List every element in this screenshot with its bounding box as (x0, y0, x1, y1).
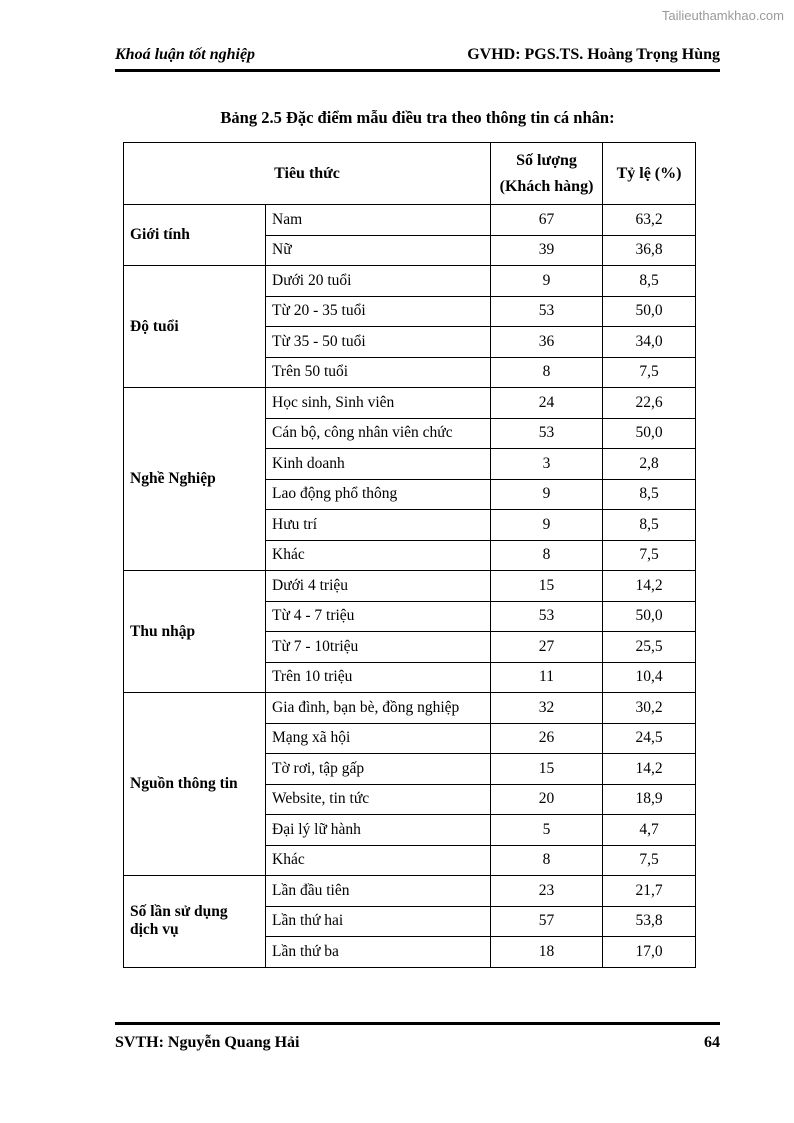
subcategory-cell: Trên 50 tuổi (266, 357, 491, 388)
subcategory-cell: Khác (266, 540, 491, 571)
subcategory-cell: Khác (266, 845, 491, 876)
page-content (115, 0, 720, 968)
percentage-cell: 8,5 (603, 266, 696, 297)
quantity-cell: 9 (491, 266, 603, 297)
subcategory-cell: Kinh doanh (266, 449, 491, 480)
subcategory-cell: Trên 10 triệu (266, 662, 491, 693)
subcategory-cell: Dưới 4 triệu (266, 571, 491, 602)
table-row (124, 205, 696, 236)
subcategory-cell: Mạng xã hội (266, 723, 491, 754)
quantity-cell: 20 (491, 784, 603, 815)
percentage-cell: 18,9 (603, 784, 696, 815)
quantity-cell: 57 (491, 906, 603, 937)
percentage-cell: 2,8 (603, 449, 696, 480)
subcategory-cell: Lần thứ ba (266, 937, 491, 968)
table-row (124, 876, 696, 907)
percentage-cell: 7,5 (603, 540, 696, 571)
subcategory-cell: Website, tin tức (266, 784, 491, 815)
header-advisor-label: GVHD: PGS.TS. Hoàng Trọng Hùng (467, 46, 720, 63)
subcategory-cell: Từ 20 - 35 tuổi (266, 296, 491, 327)
subcategory-cell: Từ 35 - 50 tuổi (266, 327, 491, 358)
site-watermark: Tailieuthamkhao.com (661, 8, 784, 23)
percentage-cell: 50,0 (603, 601, 696, 632)
quantity-cell: 8 (491, 540, 603, 571)
table-body (124, 205, 696, 968)
percentage-cell: 17,0 (603, 937, 696, 968)
subcategory-cell: Nam (266, 205, 491, 236)
quantity-cell: 32 (491, 693, 603, 724)
page-number: 64 (704, 1034, 720, 1051)
quantity-cell: 5 (491, 815, 603, 846)
quantity-cell: 39 (491, 235, 603, 266)
group-label-cell: Nguồn thông tin (124, 693, 266, 876)
percentage-cell: 4,7 (603, 815, 696, 846)
group-label-cell: Độ tuổi (124, 266, 266, 388)
percentage-cell: 50,0 (603, 418, 696, 449)
subcategory-cell: Nữ (266, 235, 491, 266)
subcategory-cell: Tờ rơi, tập gấp (266, 754, 491, 785)
table-row (124, 388, 696, 419)
quantity-cell: 26 (491, 723, 603, 754)
quantity-cell: 3 (491, 449, 603, 480)
percentage-cell: 7,5 (603, 845, 696, 876)
quantity-cell: 53 (491, 601, 603, 632)
quantity-cell: 67 (491, 205, 603, 236)
subcategory-cell: Học sinh, Sinh viên (266, 388, 491, 419)
percentage-cell: 53,8 (603, 906, 696, 937)
quantity-column-header (491, 143, 603, 205)
quantity-cell: 27 (491, 632, 603, 663)
page-footer (115, 1022, 720, 1052)
subcategory-cell: Từ 4 - 7 triệu (266, 601, 491, 632)
percentage-cell: 8,5 (603, 479, 696, 510)
percentage-cell: 7,5 (603, 357, 696, 388)
percentage-cell: 30,2 (603, 693, 696, 724)
subcategory-cell: Gia đình, bạn bè, đồng nghiệp (266, 693, 491, 724)
percent-column-header: Tỷ lệ (%) (603, 143, 696, 205)
subcategory-cell: Lần thứ hai (266, 906, 491, 937)
sample-characteristics-table (123, 142, 696, 968)
percentage-cell: 24,5 (603, 723, 696, 754)
page-header (115, 46, 720, 72)
quantity-cell: 15 (491, 754, 603, 785)
header-thesis-label: Khoá luận tốt nghiệp (115, 46, 256, 63)
percentage-cell: 8,5 (603, 510, 696, 541)
quantity-cell: 24 (491, 388, 603, 419)
table-row (124, 693, 696, 724)
subcategory-cell: Từ 7 - 10triệu (266, 632, 491, 663)
subcategory-cell: Hưu trí (266, 510, 491, 541)
table-title: Bảng 2.5 Đặc điểm mẫu điều tra theo thông tin cá nhân: (220, 108, 615, 127)
quantity-header-line2: (Khách hàng) (499, 177, 594, 195)
quantity-cell: 8 (491, 845, 603, 876)
group-label-cell: Số lần sử dụng dịch vụ (124, 876, 266, 968)
table-head (124, 143, 696, 205)
percentage-cell: 22,6 (603, 388, 696, 419)
percentage-cell: 50,0 (603, 296, 696, 327)
quantity-cell: 15 (491, 571, 603, 602)
group-label-cell: Thu nhập (124, 571, 266, 693)
quantity-cell: 23 (491, 876, 603, 907)
quantity-cell: 8 (491, 357, 603, 388)
percentage-cell: 34,0 (603, 327, 696, 358)
footer-author-label: SVTH: Nguyễn Quang Hải (115, 1034, 300, 1051)
percentage-cell: 25,5 (603, 632, 696, 663)
percentage-cell: 10,4 (603, 662, 696, 693)
percentage-cell: 63,2 (603, 205, 696, 236)
table-row (124, 266, 696, 297)
percentage-cell: 21,7 (603, 876, 696, 907)
group-label-cell: Nghề Nghiệp (124, 388, 266, 571)
group-label-cell: Giới tính (124, 205, 266, 266)
subcategory-cell: Lần đầu tiên (266, 876, 491, 907)
quantity-cell: 9 (491, 479, 603, 510)
criteria-column-header: Tiêu thức (124, 143, 491, 205)
quantity-cell: 36 (491, 327, 603, 358)
quantity-cell: 53 (491, 418, 603, 449)
percentage-cell: 14,2 (603, 571, 696, 602)
quantity-cell: 11 (491, 662, 603, 693)
quantity-header-line1: Số lượng (516, 151, 577, 169)
quantity-cell: 53 (491, 296, 603, 327)
quantity-cell: 9 (491, 510, 603, 541)
quantity-cell: 18 (491, 937, 603, 968)
percentage-cell: 36,8 (603, 235, 696, 266)
subcategory-cell: Đại lý lữ hành (266, 815, 491, 846)
subcategory-cell: Lao động phổ thông (266, 479, 491, 510)
subcategory-cell: Dưới 20 tuổi (266, 266, 491, 297)
table-row (124, 571, 696, 602)
percentage-cell: 14,2 (603, 754, 696, 785)
subcategory-cell: Cán bộ, công nhân viên chức (266, 418, 491, 449)
header-row (124, 143, 696, 205)
